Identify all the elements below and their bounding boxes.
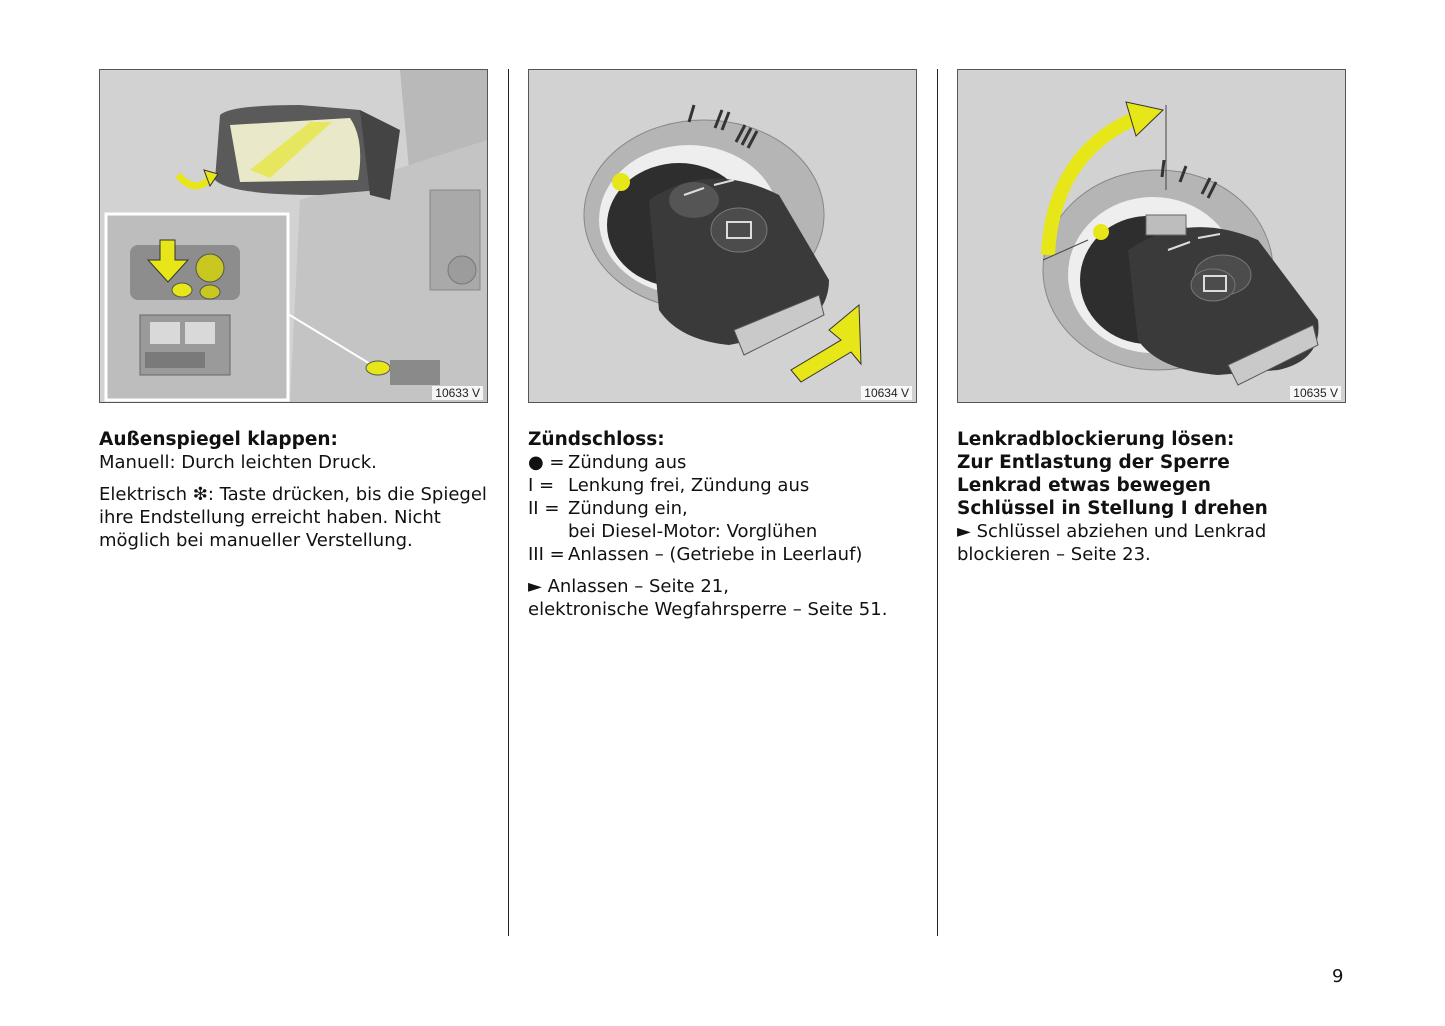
section-heading: Zündschloss: [528,429,665,450]
section-heading: Außenspiegel klappen: [99,429,338,450]
column-ignition-lock [528,69,917,621]
column-divider [937,69,938,936]
heading-line: Schlüssel in Stellung I drehen [957,498,1268,519]
ignition-position: bei Diesel-Motor: Vorglühen [568,521,818,542]
mirror-illustration [100,70,487,402]
cross-reference: ► Schlüssel abziehen und Lenkrad blockieren – Seite 23. [957,521,1267,565]
ignition-position: III = Anlassen – (Getriebe in Leerlauf) [528,544,863,565]
page-number: 9 [1332,966,1344,987]
figure-ignition-lock [528,69,917,403]
ignition-positions-list [528,451,917,566]
cross-reference: ► Anlassen – Seite 21, [528,576,729,597]
figure-number: 10635 V [1290,386,1341,400]
paragraph-manual: Manuell: Durch leichten Druck. [99,452,377,473]
ignition-position: I = Lenkung frei, Zündung aus [528,475,810,496]
heading-line: Lenkrad etwas bewegen [957,475,1211,496]
heading-line: Zur Entlastung der Sperre [957,452,1230,473]
section-heading [957,428,1346,520]
paragraph-electric: Elektrisch ❇: Taste drücken, bis die Spiegel ihre Endstellung erreicht haben. Nicht möglich bei manueller Verstellung. [99,484,487,551]
ignition-position: II = Zündung ein, [528,498,688,519]
ignition-position: ● = Zündung aus [528,452,687,473]
figure-number: 10634 V [861,386,912,400]
figure-steering-lock [957,69,1346,403]
column-exterior-mirror [99,69,488,552]
key-turn-illustration [958,70,1345,402]
figure-exterior-mirror [99,69,488,403]
figure-number: 10633 V [432,386,483,400]
heading-line: Lenkradblockierung lösen: [957,429,1235,450]
cross-reference: elektronische Wegfahrsperre – Seite 51. [528,599,888,620]
ignition-key-illustration [529,70,916,402]
column-divider [508,69,509,936]
column-steering-lock [957,69,1346,566]
